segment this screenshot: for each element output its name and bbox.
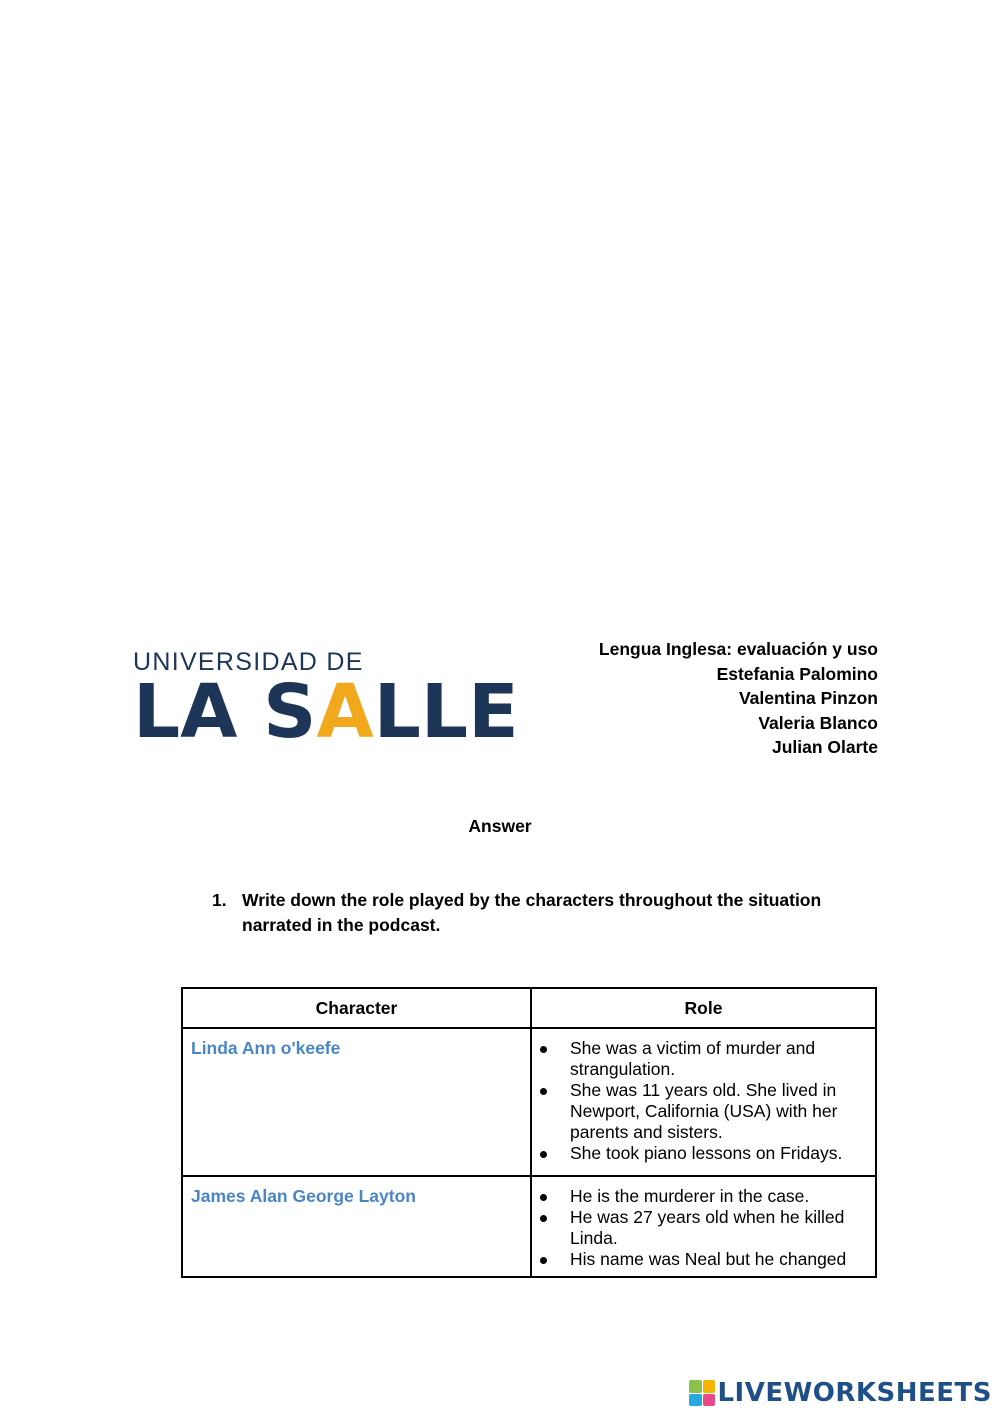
role-item: He was 27 years old when he killed Linda.: [562, 1207, 867, 1249]
author-name: Julian Olarte: [771, 737, 878, 757]
question-1: [212, 888, 872, 937]
question-text: Write down the role played by the characters throughout the situation narrated in the podcast.: [242, 890, 822, 935]
liveworksheets-watermark: [689, 1375, 992, 1411]
role-item: She was a victim of murder and strangulation.: [562, 1038, 867, 1080]
role-item: She took piano lessons on Fridays.: [562, 1143, 867, 1164]
role-list: [540, 1186, 867, 1270]
character-name: Linda Ann o'keefe: [182, 1028, 531, 1176]
author-name: Estefania Palomino: [716, 663, 878, 684]
role-item: His name was Neal but he changed: [562, 1249, 867, 1270]
role-item: She was 11 years old. She lived in Newport, California (USA) with her parents and sisters.: [562, 1080, 867, 1143]
table-header-row: [182, 988, 876, 1028]
role-list: [540, 1038, 867, 1164]
character-name: James Alan George Layton: [182, 1176, 531, 1277]
role-cell: [531, 1028, 876, 1176]
liveworksheets-wordmark: LIVEWORKSHEETS: [717, 1378, 992, 1408]
logo-accent-letter: A: [316, 669, 374, 755]
table-row: [182, 1028, 876, 1176]
roles-table: [181, 987, 877, 1278]
author-name: Valentina Pinzon: [738, 688, 878, 708]
header-role: Role: [531, 988, 876, 1028]
role-cell: [531, 1176, 876, 1277]
university-logo: [133, 648, 519, 758]
answer-heading: Answer: [468, 816, 532, 836]
course-title: Lengua Inglesa: evaluación y uso: [598, 639, 878, 659]
table-row: [182, 1176, 876, 1277]
role-item: He is the murderer in the case.: [562, 1186, 867, 1207]
logo-line1: UNIVERSIDAD DE: [133, 648, 364, 676]
logo-line2: [133, 669, 519, 755]
liveworksheets-icon: [689, 1380, 715, 1406]
header-info: [599, 637, 878, 760]
logo-line2-c: LLE: [373, 669, 519, 755]
author-name: Valeria Blanco: [758, 712, 878, 733]
logo-line2-a: LA S: [133, 669, 317, 755]
question-number: 1.: [212, 890, 227, 910]
header-character: Character: [182, 988, 531, 1028]
